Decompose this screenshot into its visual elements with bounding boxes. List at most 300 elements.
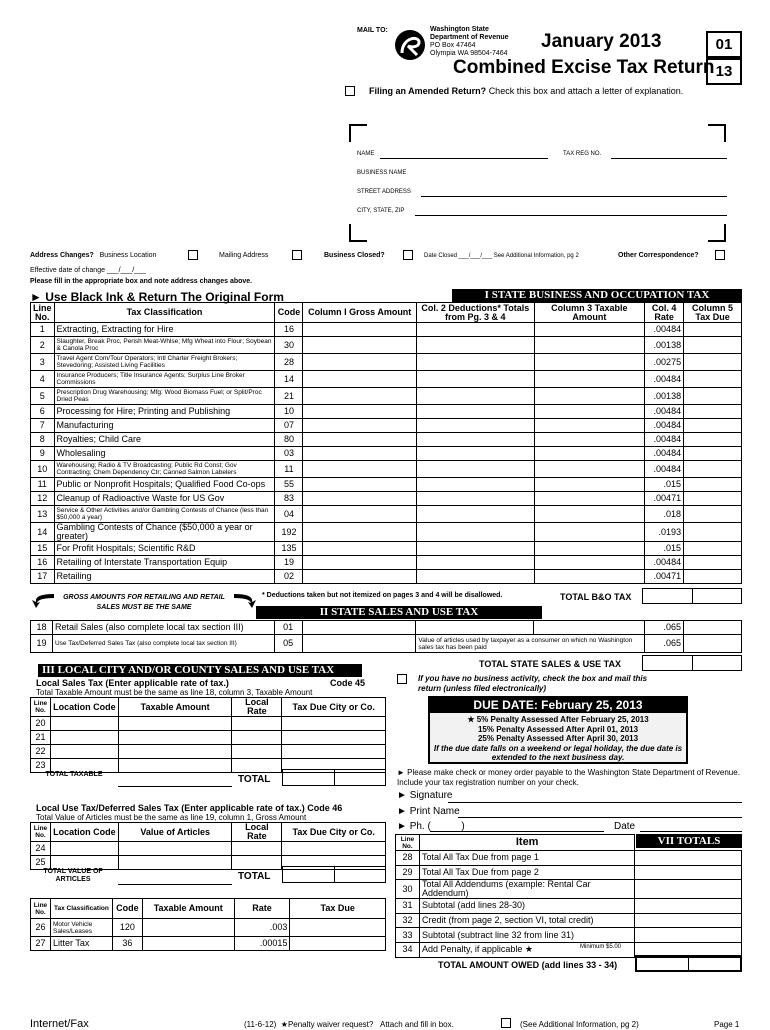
must-match-line-19: Total Value of Articles must be the same as line 19, column 1, Gross Amount xyxy=(36,813,307,822)
deductions-input[interactable] xyxy=(416,492,534,506)
weekend-note: If the due date falls on a weekend or legal holiday, the due date is extended to the next business day. xyxy=(433,743,683,762)
tax-code: 02 xyxy=(275,570,303,584)
line-number: 9 xyxy=(31,447,55,461)
agency-address: Washington State Department of Revenue PO Box 47464 Olympia WA 98504-7464 xyxy=(430,26,509,57)
total-taxable-label: TOTAL TAXABLE xyxy=(45,771,103,778)
motor-litter-table xyxy=(30,898,386,951)
gross-amount-input[interactable] xyxy=(303,337,417,354)
local-use-heading: Local Use Tax/Deferred Sales Tax (Enter applicable rate of tax.) Code 46 xyxy=(36,803,343,813)
taxable-amount-input[interactable] xyxy=(142,919,234,937)
local-sales-total-label: TOTAL xyxy=(238,774,271,785)
deductions-input[interactable] xyxy=(416,354,534,371)
bo-row xyxy=(31,323,742,337)
total-item-label: Subtotal (subtract line 32 from line 31) xyxy=(421,929,575,940)
col-line-no: Line No. xyxy=(396,835,420,851)
col-location-code: Location Code xyxy=(50,823,118,842)
tax-due-input[interactable] xyxy=(282,745,386,759)
tax-code: 03 xyxy=(275,447,303,461)
taxable-amount-input[interactable] xyxy=(534,405,645,419)
line-number: 11 xyxy=(31,478,55,492)
gross-amount-input[interactable] xyxy=(303,419,417,433)
total-item-label: Subtotal (add lines 28-30) xyxy=(421,900,526,911)
total-taxable-field[interactable] xyxy=(118,786,232,787)
form-title: Combined Excise Tax Return xyxy=(453,57,715,78)
tax-due-input[interactable] xyxy=(684,371,742,388)
deductions-input[interactable] xyxy=(416,506,534,523)
tax-rate: .003 xyxy=(234,919,290,937)
tax-reg-label: TAX REG NO. xyxy=(563,151,602,157)
local-rate-input[interactable] xyxy=(232,717,282,731)
taxable-amount-input[interactable] xyxy=(534,354,645,371)
local-use-total-label: TOTAL xyxy=(238,871,271,882)
tax-code: 120 xyxy=(112,919,142,937)
mail-to-label: MAIL TO: xyxy=(357,27,388,34)
tax-code: 192 xyxy=(275,523,303,542)
taxable-amount-input[interactable] xyxy=(534,523,645,542)
tax-code: 05 xyxy=(274,635,302,653)
deductions-input[interactable] xyxy=(416,461,534,478)
period-heading: January 2013 xyxy=(541,31,662,52)
footer-see-info: (See Additional Information, pg 2) xyxy=(520,1020,639,1029)
line-number: 28 xyxy=(396,851,420,866)
tax-due-input[interactable] xyxy=(684,621,742,635)
due-date-box xyxy=(428,696,688,764)
tax-due-input[interactable] xyxy=(684,447,742,461)
local-rate-input[interactable] xyxy=(232,745,282,759)
address-changes: Address Changes? Business Location xyxy=(30,252,157,259)
line-number: 2 xyxy=(31,337,55,354)
line-number: 25 xyxy=(31,856,51,870)
location-code-input[interactable] xyxy=(50,745,118,759)
local-row xyxy=(31,842,386,856)
tax-due-input[interactable] xyxy=(290,919,386,937)
tax-classification: Manufacturing xyxy=(54,419,275,433)
total-amount-input[interactable] xyxy=(635,899,742,914)
no-activity-checkbox[interactable] xyxy=(397,674,407,684)
tax-rate: .00484 xyxy=(645,433,684,447)
local-sales-heading: Local Sales Tax (Enter applicable rate of tax.) xyxy=(36,678,229,688)
local-sales-total-field[interactable] xyxy=(282,769,386,786)
tax-rate: .065 xyxy=(645,635,684,653)
tax-code: 01 xyxy=(274,621,302,635)
gross-amount-input[interactable] xyxy=(303,354,417,371)
bo-row xyxy=(31,447,742,461)
total-item xyxy=(419,851,634,866)
line-number: 5 xyxy=(31,388,55,405)
tax-due-input[interactable] xyxy=(684,419,742,433)
line-number: 26 xyxy=(31,919,51,937)
amount-input[interactable] xyxy=(118,745,232,759)
deductions-input[interactable] xyxy=(416,478,534,492)
total-item xyxy=(419,865,634,880)
phone-label: ► Ph. ( ) xyxy=(397,821,465,832)
col-tax-due: Column 5 Tax Due xyxy=(684,303,742,323)
col-code: Code xyxy=(275,303,303,323)
gross-amount-input[interactable] xyxy=(303,542,417,556)
tax-reg-field[interactable] xyxy=(611,158,727,159)
gross-amount-input[interactable] xyxy=(302,621,416,635)
section-1-title: I STATE BUSINESS AND OCCUPATION TAX xyxy=(452,289,742,302)
col-tax-due-city: Tax Due City or Co. xyxy=(282,823,386,842)
amount-input[interactable] xyxy=(118,759,232,773)
taxable-amount-input[interactable] xyxy=(534,492,645,506)
deductions-input[interactable] xyxy=(416,542,534,556)
print-name-field[interactable] xyxy=(458,817,742,818)
no-activity-note: If you have no business activity, check the box and mail this return (unless filed electronically) xyxy=(418,674,648,693)
deductions-note: * Deductions taken but not itemized on pages 3 and 4 will be disallowed. xyxy=(262,592,503,599)
tax-classification: Processing for Hire; Printing and Publishing xyxy=(54,405,275,419)
tax-classification: Retailing xyxy=(54,570,275,584)
total-item-label: Total All Tax Due from page 2 xyxy=(421,866,539,877)
amount-input[interactable] xyxy=(118,731,232,745)
taxable-amount-input[interactable] xyxy=(534,433,645,447)
amount-input[interactable] xyxy=(118,842,232,856)
gross-amount-input[interactable] xyxy=(302,635,416,653)
total-owed-field[interactable] xyxy=(635,955,742,972)
tax-classification: Royalties; Child Care xyxy=(54,433,275,447)
bo-row xyxy=(31,542,742,556)
tax-rate: .00484 xyxy=(645,419,684,433)
name-field[interactable] xyxy=(380,158,548,159)
bo-row xyxy=(31,492,742,506)
tax-due-input[interactable] xyxy=(684,506,742,523)
tax-classification: Travel Agent Com/Tour Operators; Intl Charter Freight Brokers; Stevedoring; Assisted Living Facilities xyxy=(54,354,275,371)
total-sales-use-field[interactable] xyxy=(642,655,742,671)
tax-code: 14 xyxy=(275,371,303,388)
city-field[interactable] xyxy=(415,215,727,216)
tax-code: 80 xyxy=(275,433,303,447)
taxable-amount-input[interactable] xyxy=(534,478,645,492)
local-rate-input[interactable] xyxy=(232,759,282,773)
col-line-no: Line No. xyxy=(31,899,51,919)
deductions-input[interactable] xyxy=(416,323,534,337)
signature-field[interactable] xyxy=(448,802,742,803)
col-rate: Col. 4 Rate xyxy=(645,303,684,323)
bo-row xyxy=(31,570,742,584)
total-amount-input[interactable] xyxy=(635,913,742,928)
taxable-amount-input[interactable] xyxy=(534,371,645,388)
total-value-label: TOTAL VALUE OF ARTICLES xyxy=(43,868,103,883)
col-tax-due: Tax Due xyxy=(290,899,386,919)
amount-input[interactable] xyxy=(118,856,232,870)
gross-amount-input[interactable] xyxy=(303,323,417,337)
street-label: STREET ADDRESS xyxy=(357,189,411,195)
taxable-amount-input[interactable] xyxy=(534,388,645,405)
date-field[interactable] xyxy=(640,831,742,832)
bo-row xyxy=(31,556,742,570)
business-location-checkbox[interactable] xyxy=(188,250,198,260)
totals-title: VII TOTALS xyxy=(636,834,742,848)
deductions-input[interactable] xyxy=(416,523,534,542)
bo-row xyxy=(31,419,742,433)
tax-due-input[interactable] xyxy=(684,354,742,371)
tax-rate: .00015 xyxy=(234,937,290,951)
line-number: 22 xyxy=(31,745,51,759)
gross-amount-input[interactable] xyxy=(303,506,417,523)
dor-logo-icon xyxy=(393,27,427,63)
col-line-no: Line No. xyxy=(31,698,51,717)
taxable-amount-input[interactable] xyxy=(534,570,645,584)
gross-amounts-note: GROSS AMOUNTS FOR RETAILING AND RETAIL SALES MUST BE THE SAME xyxy=(63,594,225,611)
total-amount-input[interactable] xyxy=(635,851,742,866)
star-icon: ★ xyxy=(280,1020,288,1029)
total-bo-tax-label: TOTAL B&O TAX xyxy=(560,592,632,602)
bo-row xyxy=(31,478,742,492)
other-correspondence-checkbox[interactable] xyxy=(715,250,725,260)
tax-due-input[interactable] xyxy=(684,405,742,419)
totals-row xyxy=(396,899,742,914)
bo-row xyxy=(31,337,742,354)
taxable-amount-input[interactable] xyxy=(534,323,645,337)
total-value-field[interactable] xyxy=(118,884,232,885)
gross-amount-input[interactable] xyxy=(303,461,417,478)
amended-return-label: Filing an Amended Return? Check this box and attach a letter of explanation. xyxy=(369,86,684,96)
tax-due-input[interactable] xyxy=(290,937,386,951)
local-rate-input[interactable] xyxy=(232,856,282,870)
col-line-no: Line No. xyxy=(31,303,55,323)
arrow-right-icon xyxy=(230,590,258,612)
business-closed-label: Business Closed? xyxy=(324,252,385,259)
deductions-input[interactable] xyxy=(416,447,534,461)
gross-amount-input[interactable] xyxy=(303,570,417,584)
local-use-total-field[interactable] xyxy=(282,866,386,883)
gross-amount-input[interactable] xyxy=(303,371,417,388)
local-rate-input[interactable] xyxy=(232,842,282,856)
totals-row xyxy=(396,865,742,880)
gross-amount-input[interactable] xyxy=(303,492,417,506)
tax-due-input[interactable] xyxy=(684,433,742,447)
tax-classification: Warehousing; Radio & TV Broadcasting; Public Rd Const; Gov Contracting; Chem Dependency Ctr; Canned Salmon Labelers xyxy=(54,461,275,478)
line-18-row xyxy=(31,621,742,635)
total-amount-input[interactable] xyxy=(635,865,742,880)
tax-code: 28 xyxy=(275,354,303,371)
gross-amount-input[interactable] xyxy=(303,447,417,461)
tax-code: 55 xyxy=(275,478,303,492)
bo-row xyxy=(31,371,742,388)
use-tax-note: Value of articles used by taxpayer as a consumer on which no Washington sales tax has been paid xyxy=(416,635,645,653)
bo-row xyxy=(31,388,742,405)
effective-date: Effective date of change ___/___/___ xyxy=(30,267,146,274)
business-closed-checkbox[interactable] xyxy=(403,250,413,260)
col-value-articles: Value of Articles xyxy=(118,823,232,842)
line-number: 17 xyxy=(31,570,55,584)
total-sales-use-label: TOTAL STATE SALES & USE TAX xyxy=(479,659,622,669)
tax-rate: .00484 xyxy=(645,323,684,337)
gross-amount-input[interactable] xyxy=(303,523,417,542)
line-number: 32 xyxy=(396,913,420,928)
tax-classification: Retailing of Interstate Transportation Equip xyxy=(54,556,275,570)
tax-classification: Service & Other Activities and/or Gambling Contests of Chance (less than $50,000 a year) xyxy=(54,506,275,523)
page-number: Page 1 xyxy=(714,1020,740,1029)
tax-rate: .018 xyxy=(645,506,684,523)
taxable-amount-input[interactable] xyxy=(534,461,645,478)
line-number: 8 xyxy=(31,433,55,447)
total-item-label: Credit (from page 2, section VI, total credit) xyxy=(421,915,594,926)
tax-due-input[interactable] xyxy=(684,570,742,584)
period-month-box: 01 xyxy=(706,31,742,58)
deductions-input[interactable] xyxy=(416,433,534,447)
deductions-input[interactable] xyxy=(416,621,534,635)
tax-rate: .015 xyxy=(645,478,684,492)
col-tax-classification: Tax Classification xyxy=(54,303,275,323)
corner-bl xyxy=(349,224,367,242)
phone-field[interactable] xyxy=(430,831,604,832)
col-taxable-amount: Taxable Amount xyxy=(118,698,232,717)
tax-due-input[interactable] xyxy=(684,523,742,542)
period-year-box: 13 xyxy=(706,58,742,85)
tax-rate: .00484 xyxy=(645,461,684,478)
tax-classification: Retail Sales (also complete local tax section III) xyxy=(52,621,274,635)
totals-header-spacer xyxy=(635,835,742,851)
taxable-amount-input[interactable] xyxy=(534,337,645,354)
col-taxable-amount: Column 3 Taxable Amount xyxy=(534,303,645,323)
gross-amount-input[interactable] xyxy=(303,478,417,492)
taxable-amount-input[interactable] xyxy=(534,556,645,570)
total-item-label: Add Penalty, if applicable xyxy=(421,944,523,955)
taxable-amount-input[interactable] xyxy=(534,506,645,523)
tax-classification: For Profit Hospitals; Scientific R&D xyxy=(54,542,275,556)
sales-use-table xyxy=(30,620,742,653)
tax-due-input[interactable] xyxy=(684,388,742,405)
bo-row xyxy=(31,433,742,447)
total-item xyxy=(419,928,634,943)
penalty-1: 5% Penalty Assessed After February 25, 2013 xyxy=(476,715,649,724)
line-number: 29 xyxy=(396,865,420,880)
tax-due-input[interactable] xyxy=(684,492,742,506)
deductions-input[interactable] xyxy=(416,556,534,570)
total-amount-input[interactable] xyxy=(635,880,742,899)
gross-amount-input[interactable] xyxy=(303,405,417,419)
section-2-title: II STATE SALES AND USE TAX xyxy=(256,606,542,619)
deductions-input[interactable] xyxy=(416,419,534,433)
tax-due-input[interactable] xyxy=(684,542,742,556)
location-code-input[interactable] xyxy=(50,842,118,856)
taxable-amount-input[interactable] xyxy=(534,621,645,635)
line-number: 31 xyxy=(396,899,420,914)
total-item xyxy=(419,880,634,899)
bo-row xyxy=(31,461,742,478)
street-field[interactable] xyxy=(421,196,727,197)
deductions-input[interactable] xyxy=(416,570,534,584)
totals-row xyxy=(396,913,742,928)
line-number: 18 xyxy=(31,621,53,635)
date-closed-label: Date Closed ___/___/___ See Additional Information, pg 2 xyxy=(424,253,579,259)
other-correspondence-label: Other Correspondence? xyxy=(618,252,699,259)
tax-rate: .00484 xyxy=(645,405,684,419)
tax-classification: Prescription Drug Warehousing; Mfg: Wood Biomass Fuel; or Split/Proc Dried Peas xyxy=(54,388,275,405)
local-use-table xyxy=(30,822,386,870)
total-bo-tax-field[interactable] xyxy=(642,588,742,604)
line-number: 23 xyxy=(31,759,51,773)
bo-tax-table xyxy=(30,302,742,584)
line-number: 10 xyxy=(31,461,55,478)
tax-classification: Insurance Producers; Title Insurance Agents; Surplus Line Broker Commissions xyxy=(54,371,275,388)
tax-due-input[interactable] xyxy=(684,556,742,570)
gross-amount-input[interactable] xyxy=(303,556,417,570)
local-sales-table xyxy=(30,697,386,773)
line-27-row xyxy=(31,937,386,951)
gross-amount-input[interactable] xyxy=(303,388,417,405)
bo-row xyxy=(31,523,742,542)
taxable-amount-input[interactable] xyxy=(534,542,645,556)
corner-tl xyxy=(349,124,367,142)
col-location-code: Location Code xyxy=(50,698,118,717)
location-code-input[interactable] xyxy=(50,731,118,745)
section-3-title: III LOCAL CITY AND/OR COUNTY SALES AND USE TAX xyxy=(38,664,362,677)
deductions-input[interactable] xyxy=(416,371,534,388)
total-item xyxy=(419,913,634,928)
tax-due-input[interactable] xyxy=(684,461,742,478)
bo-row xyxy=(31,405,742,419)
deductions-input[interactable] xyxy=(416,405,534,419)
line-number: 21 xyxy=(31,731,51,745)
total-item xyxy=(419,899,634,914)
deductions-input[interactable] xyxy=(416,337,534,354)
tax-code: 19 xyxy=(275,556,303,570)
gross-amount-input[interactable] xyxy=(303,433,417,447)
tax-code: 21 xyxy=(275,388,303,405)
tax-due-input[interactable] xyxy=(282,731,386,745)
print-name-label: ► Print Name xyxy=(397,806,460,817)
tax-rate: .00484 xyxy=(645,447,684,461)
tax-due-input[interactable] xyxy=(282,842,386,856)
total-amount-input[interactable] xyxy=(635,928,742,943)
tax-due-input[interactable] xyxy=(684,337,742,354)
deductions-input[interactable] xyxy=(416,388,534,405)
tax-rate: .00484 xyxy=(645,371,684,388)
tax-due-input[interactable] xyxy=(684,323,742,337)
col-deductions: Col. 2 Deductions* Totals from Pg. 3 & 4 xyxy=(416,303,534,323)
tax-code: 36 xyxy=(112,937,142,951)
amount-input[interactable] xyxy=(118,717,232,731)
tax-rate: .00138 xyxy=(645,388,684,405)
line-number: 16 xyxy=(31,556,55,570)
tax-due-input[interactable] xyxy=(684,478,742,492)
line-number: 4 xyxy=(31,371,55,388)
tax-classification: Wholesaling xyxy=(54,447,275,461)
mailing-address-checkbox[interactable] xyxy=(292,250,302,260)
tax-classification: Slaughter, Break Proc, Perish Meat-Whlse; Mfg Wheat into Flour; Soybean & Canola Proc xyxy=(54,337,275,354)
corner-br xyxy=(708,224,726,242)
penalty-3: 25% Penalty Assessed After April 30, 2013 xyxy=(477,734,639,743)
taxable-amount-input[interactable] xyxy=(142,937,234,951)
taxable-amount-input[interactable] xyxy=(534,447,645,461)
waiver-checkbox[interactable] xyxy=(501,1018,511,1028)
minimum-penalty: Minimum $5.00 xyxy=(580,944,622,950)
tax-code: 07 xyxy=(275,419,303,433)
tax-due-input[interactable] xyxy=(684,635,742,653)
tax-code: 30 xyxy=(275,337,303,354)
tax-rate: .00471 xyxy=(645,492,684,506)
tax-due-input[interactable] xyxy=(282,717,386,731)
amended-return-checkbox[interactable] xyxy=(345,86,355,96)
line-number: 7 xyxy=(31,419,55,433)
col-rate: Rate xyxy=(234,899,290,919)
col-item: Item xyxy=(419,835,634,851)
local-row xyxy=(31,731,386,745)
taxable-amount-input[interactable] xyxy=(534,419,645,433)
line-number: 24 xyxy=(31,842,51,856)
local-row xyxy=(31,745,386,759)
must-match-line-18: Total Taxable Amount must be the same as line 18, column 3, Taxable Amount xyxy=(36,688,313,697)
location-code-input[interactable] xyxy=(50,717,118,731)
star-icon: ★ xyxy=(467,715,475,724)
penalty-2: 15% Penalty Assessed After April 01, 2013 xyxy=(477,724,639,734)
local-rate-input[interactable] xyxy=(232,731,282,745)
tax-rate: .065 xyxy=(645,621,684,635)
footer-channel: Internet/Fax xyxy=(30,1018,89,1030)
mailing-address-label: Mailing Address xyxy=(219,252,269,259)
